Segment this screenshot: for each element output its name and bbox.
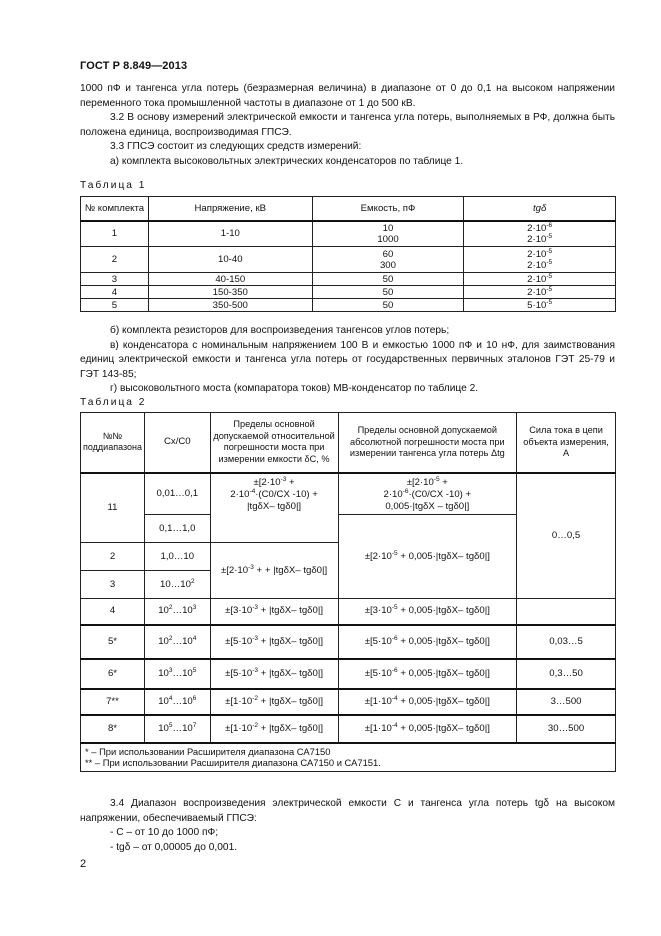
formula-part: 2·10: [383, 488, 403, 500]
formula-exp: -5: [391, 604, 398, 612]
formula-part: + 0,005·|tgδX– tgδ0|]: [397, 635, 490, 647]
table-1: [80, 196, 616, 312]
cell-capacity: [312, 247, 464, 273]
table-row: [81, 299, 616, 312]
formula-part: + |tgδX– tgδ0|]: [258, 667, 324, 679]
range-exp: 3: [192, 604, 197, 612]
formula-part: ±[3·10: [225, 605, 253, 617]
tg-exponent: -5: [546, 247, 553, 255]
cell-capacity: [312, 221, 464, 247]
formula-part: 0,005·|tgδX – tgδ0|]: [385, 500, 470, 512]
middle-text: [80, 324, 615, 397]
formula-exp: -5: [391, 549, 398, 557]
table-2: [80, 412, 616, 772]
cell-tg: [464, 247, 616, 273]
range-exp: 3: [168, 666, 173, 674]
cell-capacity-error: [210, 473, 338, 543]
table2-caption: Таблица 2: [80, 397, 147, 408]
formula-exp: -3: [252, 604, 259, 612]
cell-current: 0,03…5: [517, 625, 616, 659]
cell-tg-error: [338, 599, 517, 625]
table2-header-tg: Пределы основной допускаемой абсолютной погрешности моста при измерении тангенса угла потерь Δtg: [338, 413, 517, 473]
range-part: …10: [172, 635, 193, 647]
formula-part: + |tgδX– tgδ0|]: [258, 635, 324, 647]
middle-paragraph-1: б) комплекта резисторов для воспроизведения тангенсов углов потерь;: [110, 325, 450, 336]
formula-part: + |tgδX– tgδ0|]: [258, 695, 324, 707]
cell-range: [145, 571, 211, 599]
table-row: [81, 273, 616, 286]
formula-part: ±[2·10: [406, 476, 434, 488]
formula-exp: -2: [252, 721, 259, 729]
range-exp: 6: [192, 694, 197, 702]
table-row: [81, 247, 616, 273]
table-row: [81, 625, 616, 659]
formula-part: ±[5·10: [364, 667, 392, 679]
formula-exp: -4: [391, 721, 398, 729]
tg-value: 2·10: [527, 222, 547, 234]
formula-part: + 0,005·|tgδX– tgδ0|]: [397, 722, 490, 734]
cell-current: 30…500: [517, 715, 616, 743]
table-row: [81, 286, 616, 299]
table2-notes-row: [81, 743, 616, 772]
formula-part: + 0,005·|tgδX– tgδ0|]: [397, 695, 490, 707]
tg-exponent: -5: [546, 298, 553, 306]
cell-tg: [464, 221, 616, 247]
cell-capacity: 50: [312, 299, 464, 312]
cell-capacity-error: [210, 599, 338, 625]
tg-exponent: -5: [546, 285, 553, 293]
cell-capacity: 50: [312, 286, 464, 299]
formula-exp: -4: [391, 694, 398, 702]
table-row: [81, 221, 616, 247]
formula-exp: -3: [252, 634, 259, 642]
page-number: 2: [80, 858, 87, 870]
range-part: …10: [172, 722, 193, 734]
cell-tg-error: [338, 515, 517, 599]
table-row: [81, 599, 616, 625]
formula-part: + 0,005·|tgδX– tgδ0|]: [397, 667, 490, 679]
intro-paragraph-4: а) комплекта высоковольтных электрических конденсаторов по таблице 1.: [110, 155, 464, 167]
cell-range: 1,0…10: [145, 543, 211, 571]
cell-range: [145, 715, 211, 743]
cell-num: 2: [81, 543, 145, 571]
formula-exp: -6: [402, 487, 409, 495]
note-1: * – При использовании Расширителя диапазона СА7150: [85, 745, 331, 757]
formula-part: ±[2·10: [253, 476, 281, 488]
formula-part: ±[5·10: [225, 667, 253, 679]
cell-current: 0,3…50: [517, 659, 616, 689]
formula-exp: -4: [249, 487, 256, 495]
table2-header-current: Сила тока в цепи объекта измерения, А: [517, 413, 616, 473]
table1-header-row: [81, 197, 616, 221]
formula-part: ·(C0/CX -10) +: [408, 488, 472, 500]
table2-header-capacity: Пределы основной допускаемой относительной погрешности моста при измерении емкости δC, %: [210, 413, 338, 473]
formula-part: ·(C0/CX -10) +: [255, 488, 318, 500]
tg-value: 2·10: [527, 259, 547, 271]
formula-part: + |tgδX– tgδ0|]: [258, 722, 324, 734]
middle-paragraph-3: г) высоковольтного моста (компаратора токов) МВ-конденсатор по таблице 2.: [110, 383, 479, 395]
cell-num: 5: [81, 299, 149, 312]
table1-header-num: № комплекта: [81, 197, 149, 221]
bottom-paragraph-1: 3.4 Диапазон воспроизведения электрической емкости C и тангенса угла потерь tgδ на высоком напряжении, обеспечиваемый ГПСЭ:: [80, 798, 615, 824]
tg-value: 2·10: [527, 233, 547, 245]
cell-num: 3: [81, 571, 145, 599]
formula-exp: -6: [391, 634, 398, 642]
table1-header-tg: tgδ: [464, 197, 616, 221]
table2-header-row: [81, 413, 616, 473]
range-part: 10: [158, 695, 169, 707]
cell-capacity-error: [210, 659, 338, 689]
cap-value: 300: [379, 259, 396, 271]
formula-exp: -3: [252, 666, 259, 674]
cell-tg: [464, 286, 616, 299]
range-exp: 5: [192, 666, 197, 674]
cell-current: 3…500: [517, 689, 616, 715]
formula-exp: -2: [252, 694, 259, 702]
formula-part: ±[2·10: [220, 564, 249, 576]
formula-part: ±[1·10: [225, 695, 253, 707]
table-row: [81, 689, 616, 715]
cell-tg: [464, 273, 616, 286]
formula-part: |tgδX– tgδ0|]: [247, 500, 302, 512]
cell-tg-error: [338, 473, 517, 515]
cell-num: 4: [81, 599, 145, 625]
cell-range: [145, 625, 211, 659]
cell-num: 8*: [81, 715, 145, 743]
tg-exponent: -5: [546, 232, 553, 240]
table1-header-capacity: Емкость, пФ: [312, 197, 464, 221]
formula-exp: -3: [280, 475, 287, 483]
cell-tg-error: [338, 715, 517, 743]
cell-num: 7**: [81, 689, 145, 715]
bottom-text: [80, 797, 615, 855]
cell-num: 4: [81, 286, 149, 299]
formula-exp: -6: [391, 666, 398, 674]
formula-part: ±[1·10: [364, 695, 392, 707]
cell-range: [145, 689, 211, 715]
formula-part: ±[2·10: [364, 550, 392, 562]
cell-num: 11: [81, 473, 145, 543]
bottom-paragraph-2: - C – от 10 до 1000 пФ;: [110, 827, 219, 839]
formula-exp: -3: [248, 563, 254, 571]
tg-value: 2·10: [527, 248, 547, 260]
cell-num: 2: [81, 247, 149, 273]
formula-part: 2·10: [230, 488, 250, 500]
range-part: 10: [158, 635, 169, 647]
range-exp: 4: [192, 634, 197, 642]
cell-capacity-error: [210, 689, 338, 715]
tg-exponent: -5: [546, 272, 553, 280]
table1-header-voltage: Напряжение, кВ: [148, 197, 312, 221]
formula-part: + 0,005·|tgδX– tgδ0|]: [397, 550, 490, 562]
formula-part: + + |tgδX– tgδ0|]: [253, 564, 328, 576]
range-exp: 4: [168, 694, 173, 702]
cell-capacity: 50: [312, 273, 464, 286]
cell-num: 1: [81, 221, 149, 247]
cell-capacity-error: [210, 543, 338, 599]
formula-part: + |tgδX– tgδ0|]: [258, 605, 324, 617]
table2-header-num: №№ поддиапазона: [81, 413, 145, 473]
cell-current: 0…0,5: [517, 473, 616, 599]
range-part: 10…10: [160, 578, 191, 590]
cell-range: [145, 599, 211, 625]
table1-caption: Таблица 1: [80, 180, 147, 191]
cell-range: [145, 659, 211, 689]
cell-num: 5*: [81, 625, 145, 659]
range-exp: 7: [192, 721, 197, 729]
range-exp: 2: [168, 634, 173, 642]
table-row: [81, 659, 616, 689]
cell-voltage: 150-350: [148, 286, 312, 299]
range-exp: 5: [168, 721, 173, 729]
cell-voltage: 10-40: [148, 247, 312, 273]
cap-value: 1000: [377, 233, 399, 245]
tg-exponent: -5: [546, 258, 553, 266]
formula-part: +: [286, 476, 295, 488]
cell-voltage: 1-10: [148, 221, 312, 247]
table-row: [81, 715, 616, 743]
table-row: [81, 473, 616, 515]
cell-tg-error: [338, 689, 517, 715]
tg-value: 2·10: [527, 286, 547, 298]
formula-exp: -5: [433, 475, 440, 483]
table2-notes: [81, 743, 616, 772]
tg-value: 5·10: [527, 299, 547, 311]
cell-num: 3: [81, 273, 149, 286]
table2-header-ratio: Cx/C0: [145, 413, 211, 473]
bottom-paragraph-3: - tgδ – от 0,00005 до 0,001.: [110, 841, 238, 853]
formula-part: ±[3·10: [364, 605, 392, 617]
cell-current: [517, 599, 616, 625]
cell-range: 0,01…0,1: [145, 473, 211, 515]
range-exp: 2: [168, 604, 173, 612]
cap-value: 60: [382, 248, 394, 260]
range-part: …10: [172, 605, 193, 617]
range-part: …10: [172, 667, 193, 679]
intro-paragraph-1: 1000 пФ и тангенса угла потерь (безразмерная величина) в диапазоне от 0 до 0,1 на высоком напряжении переменного тока промышленной частоты в диапазоне от 1 до 500 кВ.: [80, 83, 615, 109]
cap-value: 10: [382, 222, 394, 234]
cell-tg-error: [338, 659, 517, 689]
cell-capacity-error: [210, 625, 338, 659]
formula-part: ±[5·10: [364, 635, 392, 647]
formula-part: ±[1·10: [364, 722, 392, 734]
intro-paragraph-3: 3.3 ГПСЭ состоит из следующих средств измерений:: [110, 141, 362, 153]
cell-tg-error: [338, 625, 517, 659]
tg-value: 2·10: [527, 273, 547, 285]
cell-capacity-error: [210, 715, 338, 743]
tg-exponent: -6: [546, 221, 553, 229]
cell-voltage: 350-500: [148, 299, 312, 312]
range-part: 10: [158, 605, 169, 617]
range-part: 10: [158, 722, 169, 734]
cell-range: 0,1…1,0: [145, 515, 211, 543]
note-2: ** – При использовании Расширителя диапазона СА7150 и СА7151.: [85, 757, 381, 768]
intro-text: [80, 82, 615, 170]
cell-voltage: 40-150: [148, 273, 312, 286]
formula-part: ±[1·10: [225, 722, 253, 734]
formula-part: +: [439, 476, 448, 488]
formula-part: + 0,005·|tgδX– tgδ0|]: [397, 605, 490, 617]
document-code: ГОСТ Р 8.849—2013: [80, 60, 188, 72]
formula-part: ±[5·10: [225, 635, 253, 647]
intro-paragraph-2: 3.2 В основу измерений электрической емкости и тангенса угла потерь, выполняемых в РФ, должна быть положена единица, воспроизводимая ГПСЭ.: [80, 112, 615, 138]
range-exp: 2: [190, 577, 195, 585]
middle-paragraph-2: в) конденсатора с номинальным напряжением 100 В и емкостью 1000 пФ и 10 нФ, для заимствования единиц электрической емкости и тангенса угла потерь от государственных первичных эталонов ГЭТ 25-79 и ГЭТ 143-85;: [80, 339, 615, 380]
cell-num: 6*: [81, 659, 145, 689]
cell-tg: [464, 299, 616, 312]
range-part: 10: [158, 667, 169, 679]
range-part: …10: [172, 695, 193, 707]
